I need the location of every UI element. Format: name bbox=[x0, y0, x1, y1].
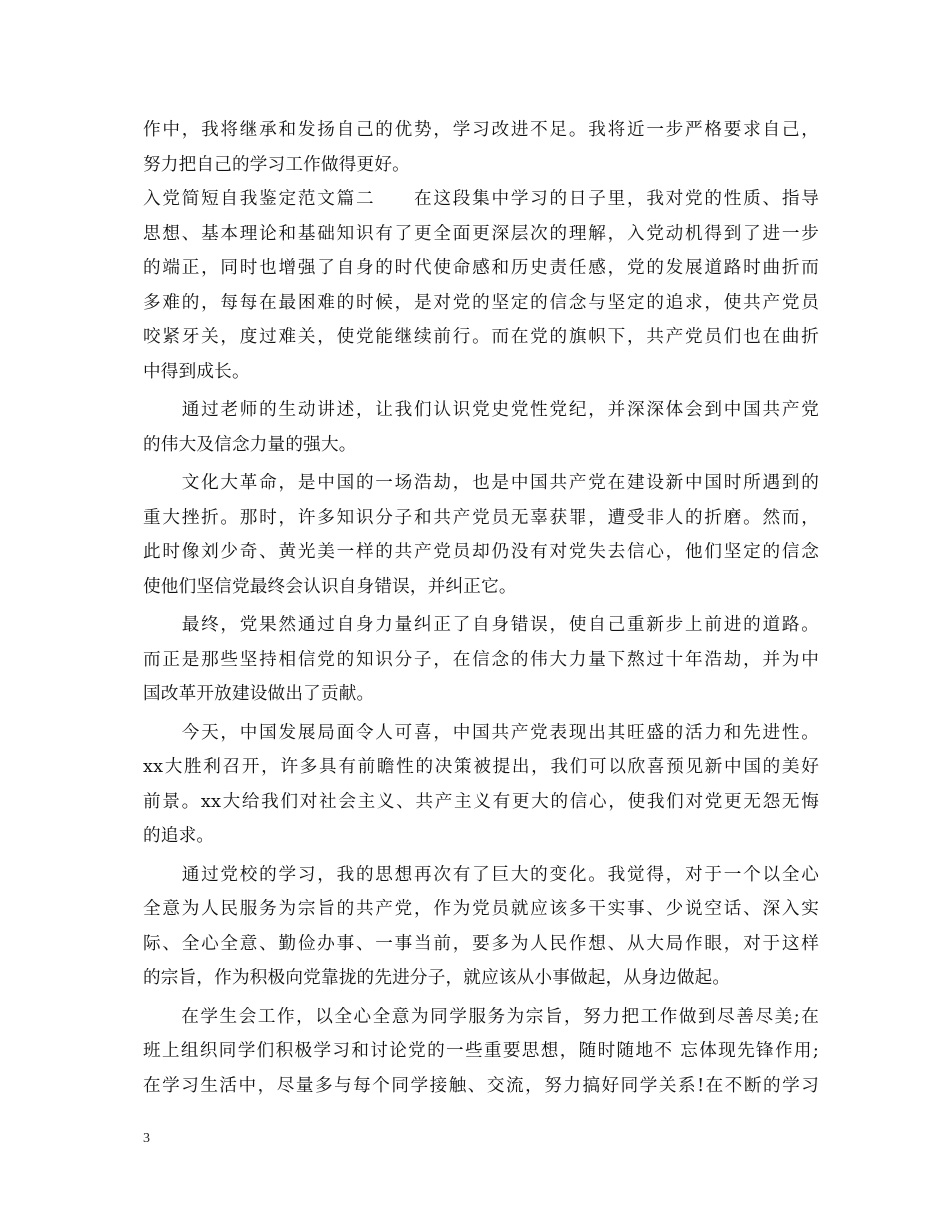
text-line: 此时像刘少奇、黄光美一样的共产党员却仍没有对党失去信心，他们坚定的信念 bbox=[143, 542, 819, 562]
text-line: 通过老师的生动讲述，让我们认识党史党性党纪，并深深体会到中国共产党 bbox=[143, 400, 819, 420]
text-line: 而正是那些坚持相信党的知识分子，在信念的伟大力量下熬过十年浩劫，并为中 bbox=[143, 649, 819, 670]
text-line: 全意为人民服务为宗旨的共产党，作为党员就应该多干实事、少说空话、深入实 bbox=[143, 899, 819, 919]
text-line: 作中，我将继承和发扬自己的优势，学习改进不足。我将近一步严格要求自己， bbox=[143, 120, 819, 140]
body-text bbox=[143, 113, 819, 1103]
text-line: 的伟大及信念力量的强大。 bbox=[143, 434, 357, 455]
text-line: 使他们坚信党最终会认识自身错误，并纠正它。 bbox=[143, 576, 517, 597]
text-line: 中得到成长。 bbox=[143, 361, 250, 382]
text-line: 咬紧牙关，度过难关，使党能继续前行。而在党的旗帜下，共产党员们也在曲折 bbox=[143, 327, 819, 347]
text-line: 在学习生活中，尽量多与每个同学接触、交流，努力搞好同学关系!在不断的学习 bbox=[143, 1075, 819, 1096]
text-line: 最终，党果然通过自身力量纠正了自身错误，使自己重新步上前进的道路。 bbox=[143, 615, 819, 635]
page-number: 3 bbox=[143, 1131, 150, 1146]
text-line: 通过党校的学习，我的思想再次有了巨大的变化。我觉得，对于一个以全心 bbox=[143, 864, 819, 885]
text-line: 国改革开放建设做出了贡献。 bbox=[143, 684, 375, 704]
text-line: 际、全心全意、勤俭办事、一事当前，要多为人民作想、从大局作眼，对于这样 bbox=[143, 933, 819, 954]
text-line: 的追求。 bbox=[143, 826, 215, 846]
text-line: 多难的，每每在最困难的时候，是对党的坚定的信念与坚定的追求，使共产党员 bbox=[143, 292, 819, 313]
text-line: 思想、基本理论和基础知识有了更全面更深层次的理解，入党动机得到了进一步 bbox=[143, 223, 819, 244]
text-line: 前景。xx大给我们对社会主义、共产主义有更大的信心，使我们对党更无怨无悔 bbox=[143, 791, 819, 812]
text-line: 在学生会工作，以全心全意为同学服务为宗旨，努力把工作做到尽善尽美;在 bbox=[143, 1006, 819, 1027]
text-line: 班上组织同学们积极学习和讨论党的一些重要思想，随时随地不 忘体现先锋作用; bbox=[143, 1041, 819, 1061]
text-line: 文化大革命，是中国的一场浩劫，也是中国共产党在建设新中国时所遇到的 bbox=[143, 473, 819, 493]
text-line: 重大挫折。那时，许多知识分子和共产党员无辜获罪，遭受非人的折磨。然而， bbox=[143, 507, 819, 528]
text-line: 入党简短自我鉴定范文篇二 在这段集中学习的日子里，我对党的性质、指导 bbox=[143, 189, 819, 209]
text-line: 今天，中国发展局面令人可喜，中国共产党表现出其旺盛的活力和先进性。 bbox=[143, 722, 819, 743]
text-line: 努力把自己的学习工作做得更好。 bbox=[143, 154, 410, 175]
text-line: 的端正，同时也增强了自身的时代使命感和历史责任感，党的发展道路时曲折而 bbox=[143, 258, 819, 278]
text-line: xx大胜利召开，许多具有前瞻性的决策被提出，我们可以欣喜预见新中国的美好 bbox=[143, 757, 819, 777]
text-line: 的宗旨，作为积极向党靠拢的先进分子，就应该从小事做起，从身边做起。 bbox=[143, 968, 731, 988]
